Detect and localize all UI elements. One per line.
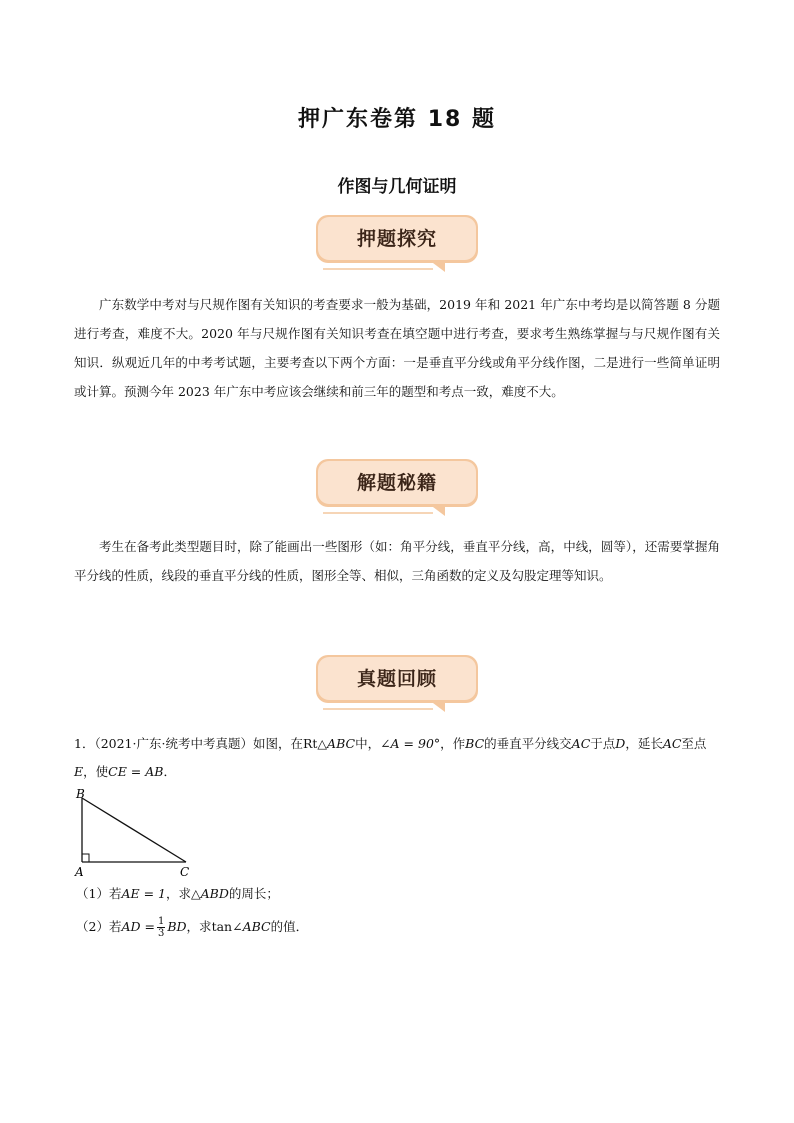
section-paragraph-tips: 考生在备考此类型题目时，除了能画出一些图形（如：角平分线，垂直平分线，高，中线，圆等），还需要掌握角平分线的性质，线段的垂直平分线的性质，图形全等、相似，三角函数的定义及勾股定理等知识。 xyxy=(74,539,720,583)
math-d: D xyxy=(615,736,626,751)
sub-question-text: （1）若 xyxy=(76,886,122,901)
math-bc: BC xyxy=(465,736,485,751)
question-text: ，延长 xyxy=(625,736,663,751)
sub-question-text: 的周长； xyxy=(228,886,279,901)
math-ce-ab: CE = AB xyxy=(108,764,164,779)
triangle-abc: △ABC xyxy=(317,736,356,751)
math-abc: ABC xyxy=(242,919,271,934)
math-label: ABC xyxy=(327,736,356,751)
question-number: 1． xyxy=(74,736,95,751)
sub-question-text: ，求 xyxy=(186,919,212,934)
math-angle-a: ∠A = 90° xyxy=(380,736,441,751)
vertex-label-c: C xyxy=(180,865,190,879)
triangle-figure xyxy=(70,786,210,882)
sub-question-text: （2）若 xyxy=(76,919,122,934)
question-text: 于点 xyxy=(590,736,616,751)
question-text: 至点 xyxy=(681,736,707,751)
question-text: ，作 xyxy=(440,736,466,751)
section-badge-label: 解题秘籍 xyxy=(356,472,437,494)
math-abd: ABD xyxy=(200,886,229,901)
section-paragraph-explore: 广东数学中考对与尺规作图有关知识的考查要求一般为基础，2019 年和 2021 年广东中考均是以简答题 8 分题进行考查，难度不大。2020 年与尺规作图有关知识考查在填空题中进行考查，要求考生熟练掌握与与尺规作图有关知识．纵观近几年的中考考试题，主要考查以下两个方面：一是垂直平分线或角平分线作图，二是进行一些简单证明或计算。预测今年 2023 年广东中考应该会继续和前三年的题型和考点一致，难度不大。 xyxy=(74,297,720,399)
triangle-symbol: △ xyxy=(191,886,201,901)
page-subtitle: 作图与几何证明 xyxy=(337,177,457,197)
sub-question-1 xyxy=(76,881,279,907)
side-bc xyxy=(82,798,186,862)
sub-question-text: 的值． xyxy=(270,919,309,934)
question-text: 中， xyxy=(355,736,381,751)
math-ac: AC xyxy=(662,736,682,751)
section-badge-explore xyxy=(315,214,479,264)
sub-question-text: ，求 xyxy=(165,886,191,901)
math-ad: AD = xyxy=(121,919,155,934)
question-text: ． xyxy=(163,764,176,779)
page-title: 押广东卷第 18 题 xyxy=(298,107,496,132)
sub-question-2 xyxy=(76,914,308,940)
question-text: 如图，在 xyxy=(252,736,303,751)
math-bd: BD xyxy=(167,919,187,934)
math-tan: tan∠ xyxy=(211,919,243,934)
vertex-label-a: A xyxy=(75,865,84,879)
section-badge-label: 押题探究 xyxy=(356,228,437,250)
question-text: 的垂直平分线交 xyxy=(484,736,572,751)
math-ac: AC xyxy=(571,736,591,751)
vertex-label-b: B xyxy=(76,787,85,801)
section-badge-label: 真题回顾 xyxy=(356,668,437,690)
fraction-one-third xyxy=(157,916,165,939)
question-text: Rt xyxy=(302,736,318,751)
math-e: E xyxy=(74,764,84,779)
section-badge-tips xyxy=(315,458,479,508)
question-text: ，使 xyxy=(83,764,109,779)
section-badge-review xyxy=(315,654,479,704)
right-angle-mark xyxy=(82,854,89,862)
math-ae: AE = 1 xyxy=(121,886,166,901)
question-source: （2021·广东·统考中考真题） xyxy=(94,736,253,751)
question-1 xyxy=(74,730,724,786)
fraction-numerator: 1 xyxy=(157,916,165,927)
fraction-denominator: 3 xyxy=(157,928,165,939)
